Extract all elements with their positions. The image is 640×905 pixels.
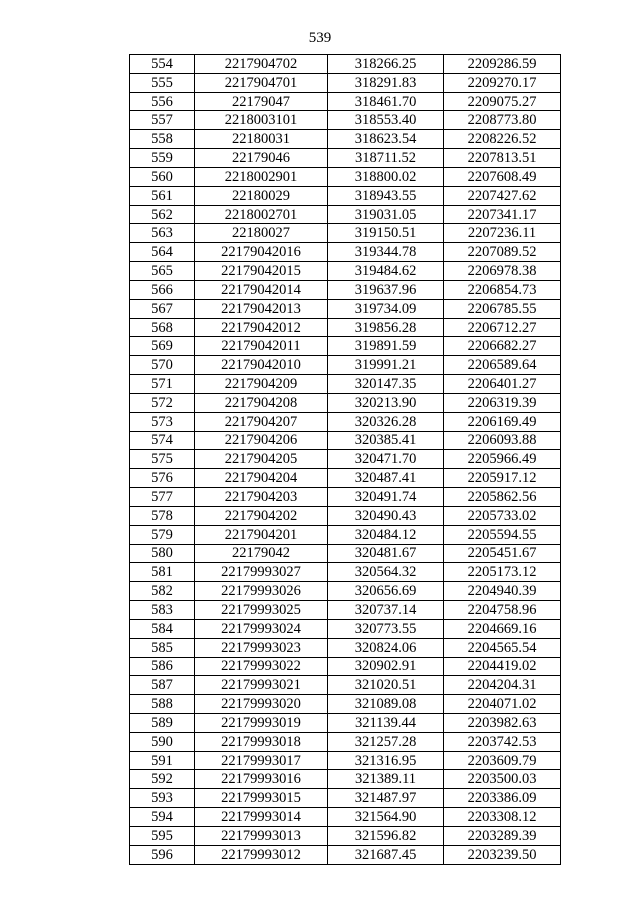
x-coordinate-cell: 318711.52 <box>328 149 444 168</box>
x-coordinate-cell: 321596.82 <box>328 826 444 845</box>
x-coordinate-cell: 319031.05 <box>328 205 444 224</box>
y-coordinate-cell: 2205862.56 <box>444 488 561 507</box>
x-coordinate-cell: 320326.28 <box>328 412 444 431</box>
table-row <box>130 393 561 412</box>
row-index-cell: 566 <box>130 280 195 299</box>
y-coordinate-cell: 2209286.59 <box>444 55 561 74</box>
y-coordinate-cell: 2208773.80 <box>444 111 561 130</box>
row-index-cell: 573 <box>130 412 195 431</box>
point-id-cell: 22179047 <box>195 92 328 111</box>
table-row <box>130 563 561 582</box>
y-coordinate-cell: 2203289.39 <box>444 826 561 845</box>
point-id-cell: 22179993027 <box>195 563 328 582</box>
table-row <box>130 111 561 130</box>
point-id-cell: 2217904209 <box>195 375 328 394</box>
row-index-cell: 588 <box>130 695 195 714</box>
row-index-cell: 590 <box>130 732 195 751</box>
y-coordinate-cell: 2206319.39 <box>444 393 561 412</box>
point-id-cell: 2217904206 <box>195 431 328 450</box>
row-index-cell: 555 <box>130 73 195 92</box>
y-coordinate-cell: 2206401.27 <box>444 375 561 394</box>
y-coordinate-cell: 2205173.12 <box>444 563 561 582</box>
coordinates-table <box>129 54 561 865</box>
table-row <box>130 262 561 281</box>
table-row <box>130 506 561 525</box>
row-index-cell: 583 <box>130 601 195 620</box>
point-id-cell: 22179042013 <box>195 299 328 318</box>
y-coordinate-cell: 2207341.17 <box>444 205 561 224</box>
y-coordinate-cell: 2207608.49 <box>444 167 561 186</box>
table-row <box>130 280 561 299</box>
x-coordinate-cell: 320484.12 <box>328 525 444 544</box>
row-index-cell: 582 <box>130 582 195 601</box>
row-index-cell: 557 <box>130 111 195 130</box>
row-index-cell: 572 <box>130 393 195 412</box>
point-id-cell: 22179042016 <box>195 243 328 262</box>
point-id-cell: 22179993015 <box>195 789 328 808</box>
table-row <box>130 73 561 92</box>
table-row <box>130 695 561 714</box>
point-id-cell: 22179993018 <box>195 732 328 751</box>
table-row <box>130 337 561 356</box>
table-row <box>130 826 561 845</box>
table-row <box>130 601 561 620</box>
point-id-cell: 22179042011 <box>195 337 328 356</box>
table-row <box>130 808 561 827</box>
row-index-cell: 577 <box>130 488 195 507</box>
y-coordinate-cell: 2206169.49 <box>444 412 561 431</box>
table-row <box>130 412 561 431</box>
y-coordinate-cell: 2204204.31 <box>444 676 561 695</box>
point-id-cell: 2218003101 <box>195 111 328 130</box>
table-row <box>130 676 561 695</box>
x-coordinate-cell: 321564.90 <box>328 808 444 827</box>
row-index-cell: 564 <box>130 243 195 262</box>
row-index-cell: 563 <box>130 224 195 243</box>
table-row <box>130 544 561 563</box>
row-index-cell: 595 <box>130 826 195 845</box>
point-id-cell: 2217904204 <box>195 469 328 488</box>
point-id-cell: 22179993012 <box>195 845 328 864</box>
table-row <box>130 224 561 243</box>
table-row <box>130 92 561 111</box>
x-coordinate-cell: 319856.28 <box>328 318 444 337</box>
x-coordinate-cell: 319891.59 <box>328 337 444 356</box>
y-coordinate-cell: 2205917.12 <box>444 469 561 488</box>
x-coordinate-cell: 320471.70 <box>328 450 444 469</box>
point-id-cell: 22180029 <box>195 186 328 205</box>
y-coordinate-cell: 2204940.39 <box>444 582 561 601</box>
point-id-cell: 2217904701 <box>195 73 328 92</box>
y-coordinate-cell: 2209270.17 <box>444 73 561 92</box>
row-index-cell: 567 <box>130 299 195 318</box>
point-id-cell: 22179993022 <box>195 657 328 676</box>
x-coordinate-cell: 318553.40 <box>328 111 444 130</box>
row-index-cell: 554 <box>130 55 195 74</box>
y-coordinate-cell: 2205451.67 <box>444 544 561 563</box>
y-coordinate-cell: 2207236.11 <box>444 224 561 243</box>
x-coordinate-cell: 320564.32 <box>328 563 444 582</box>
point-id-cell: 22179993017 <box>195 751 328 770</box>
x-coordinate-cell: 318943.55 <box>328 186 444 205</box>
table-row <box>130 582 561 601</box>
point-id-cell: 2217904205 <box>195 450 328 469</box>
x-coordinate-cell: 320147.35 <box>328 375 444 394</box>
table-row <box>130 713 561 732</box>
row-index-cell: 584 <box>130 619 195 638</box>
point-id-cell: 22179993026 <box>195 582 328 601</box>
row-index-cell: 565 <box>130 262 195 281</box>
row-index-cell: 580 <box>130 544 195 563</box>
row-index-cell: 562 <box>130 205 195 224</box>
table-row <box>130 130 561 149</box>
table-row <box>130 789 561 808</box>
x-coordinate-cell: 320824.06 <box>328 638 444 657</box>
x-coordinate-cell: 321257.28 <box>328 732 444 751</box>
point-id-cell: 22179993014 <box>195 808 328 827</box>
table-row <box>130 469 561 488</box>
table-row <box>130 55 561 74</box>
row-index-cell: 575 <box>130 450 195 469</box>
point-id-cell: 22179042015 <box>195 262 328 281</box>
y-coordinate-cell: 2206978.38 <box>444 262 561 281</box>
row-index-cell: 581 <box>130 563 195 582</box>
x-coordinate-cell: 319991.21 <box>328 356 444 375</box>
table-row <box>130 356 561 375</box>
x-coordinate-cell: 320656.69 <box>328 582 444 601</box>
row-index-cell: 560 <box>130 167 195 186</box>
point-id-cell: 22179042014 <box>195 280 328 299</box>
y-coordinate-cell: 2204419.02 <box>444 657 561 676</box>
row-index-cell: 561 <box>130 186 195 205</box>
x-coordinate-cell: 321687.45 <box>328 845 444 864</box>
point-id-cell: 2217904702 <box>195 55 328 74</box>
y-coordinate-cell: 2207089.52 <box>444 243 561 262</box>
x-coordinate-cell: 321389.11 <box>328 770 444 789</box>
y-coordinate-cell: 2203500.03 <box>444 770 561 789</box>
table-row <box>130 450 561 469</box>
table-row <box>130 299 561 318</box>
point-id-cell: 22179993013 <box>195 826 328 845</box>
table-row <box>130 431 561 450</box>
y-coordinate-cell: 2206712.27 <box>444 318 561 337</box>
table-row <box>130 186 561 205</box>
x-coordinate-cell: 320773.55 <box>328 619 444 638</box>
y-coordinate-cell: 2205594.55 <box>444 525 561 544</box>
y-coordinate-cell: 2204071.02 <box>444 695 561 714</box>
x-coordinate-cell: 321089.08 <box>328 695 444 714</box>
y-coordinate-cell: 2205733.02 <box>444 506 561 525</box>
table-body <box>130 55 561 865</box>
x-coordinate-cell: 319637.96 <box>328 280 444 299</box>
y-coordinate-cell: 2209075.27 <box>444 92 561 111</box>
y-coordinate-cell: 2203239.50 <box>444 845 561 864</box>
table-row <box>130 732 561 751</box>
x-coordinate-cell: 318461.70 <box>328 92 444 111</box>
row-index-cell: 579 <box>130 525 195 544</box>
row-index-cell: 594 <box>130 808 195 827</box>
table-row <box>130 657 561 676</box>
point-id-cell: 22179993016 <box>195 770 328 789</box>
row-index-cell: 578 <box>130 506 195 525</box>
y-coordinate-cell: 2207813.51 <box>444 149 561 168</box>
row-index-cell: 593 <box>130 789 195 808</box>
y-coordinate-cell: 2203742.53 <box>444 732 561 751</box>
row-index-cell: 571 <box>130 375 195 394</box>
x-coordinate-cell: 320481.67 <box>328 544 444 563</box>
row-index-cell: 576 <box>130 469 195 488</box>
x-coordinate-cell: 319150.51 <box>328 224 444 243</box>
point-id-cell: 22179046 <box>195 149 328 168</box>
row-index-cell: 569 <box>130 337 195 356</box>
x-coordinate-cell: 320385.41 <box>328 431 444 450</box>
point-id-cell: 2217904207 <box>195 412 328 431</box>
row-index-cell: 570 <box>130 356 195 375</box>
x-coordinate-cell: 319484.62 <box>328 262 444 281</box>
y-coordinate-cell: 2206682.27 <box>444 337 561 356</box>
table-row <box>130 318 561 337</box>
table-row <box>130 525 561 544</box>
x-coordinate-cell: 321316.95 <box>328 751 444 770</box>
row-index-cell: 558 <box>130 130 195 149</box>
y-coordinate-cell: 2203308.12 <box>444 808 561 827</box>
point-id-cell: 2218002901 <box>195 167 328 186</box>
point-id-cell: 2218002701 <box>195 205 328 224</box>
point-id-cell: 22179042 <box>195 544 328 563</box>
x-coordinate-cell: 320490.43 <box>328 506 444 525</box>
y-coordinate-cell: 2203982.63 <box>444 713 561 732</box>
x-coordinate-cell: 320487.41 <box>328 469 444 488</box>
table-row <box>130 149 561 168</box>
page-number: 539 <box>308 30 332 46</box>
row-index-cell: 596 <box>130 845 195 864</box>
table-row <box>130 619 561 638</box>
y-coordinate-cell: 2204758.96 <box>444 601 561 620</box>
y-coordinate-cell: 2206093.88 <box>444 431 561 450</box>
row-index-cell: 586 <box>130 657 195 676</box>
y-coordinate-cell: 2207427.62 <box>444 186 561 205</box>
x-coordinate-cell: 320902.91 <box>328 657 444 676</box>
y-coordinate-cell: 2204669.16 <box>444 619 561 638</box>
x-coordinate-cell: 321487.97 <box>328 789 444 808</box>
row-index-cell: 587 <box>130 676 195 695</box>
x-coordinate-cell: 318623.54 <box>328 130 444 149</box>
x-coordinate-cell: 320737.14 <box>328 601 444 620</box>
y-coordinate-cell: 2206589.64 <box>444 356 561 375</box>
y-coordinate-cell: 2203386.09 <box>444 789 561 808</box>
point-id-cell: 22179042012 <box>195 318 328 337</box>
point-id-cell: 22179042010 <box>195 356 328 375</box>
x-coordinate-cell: 318266.25 <box>328 55 444 74</box>
y-coordinate-cell: 2208226.52 <box>444 130 561 149</box>
x-coordinate-cell: 319734.09 <box>328 299 444 318</box>
point-id-cell: 2217904201 <box>195 525 328 544</box>
point-id-cell: 22179993023 <box>195 638 328 657</box>
x-coordinate-cell: 320491.74 <box>328 488 444 507</box>
point-id-cell: 2217904202 <box>195 506 328 525</box>
table-row <box>130 205 561 224</box>
row-index-cell: 591 <box>130 751 195 770</box>
row-index-cell: 568 <box>130 318 195 337</box>
x-coordinate-cell: 318291.83 <box>328 73 444 92</box>
table-row <box>130 751 561 770</box>
table-row <box>130 845 561 864</box>
point-id-cell: 22179993024 <box>195 619 328 638</box>
row-index-cell: 559 <box>130 149 195 168</box>
table-row <box>130 638 561 657</box>
x-coordinate-cell: 320213.90 <box>328 393 444 412</box>
row-index-cell: 556 <box>130 92 195 111</box>
y-coordinate-cell: 2204565.54 <box>444 638 561 657</box>
point-id-cell: 2217904203 <box>195 488 328 507</box>
point-id-cell: 22179993019 <box>195 713 328 732</box>
row-index-cell: 574 <box>130 431 195 450</box>
point-id-cell: 22179993025 <box>195 601 328 620</box>
y-coordinate-cell: 2206785.55 <box>444 299 561 318</box>
row-index-cell: 589 <box>130 713 195 732</box>
x-coordinate-cell: 319344.78 <box>328 243 444 262</box>
table-row <box>130 167 561 186</box>
x-coordinate-cell: 321139.44 <box>328 713 444 732</box>
y-coordinate-cell: 2203609.79 <box>444 751 561 770</box>
point-id-cell: 22179993020 <box>195 695 328 714</box>
x-coordinate-cell: 321020.51 <box>328 676 444 695</box>
table-row <box>130 488 561 507</box>
row-index-cell: 592 <box>130 770 195 789</box>
point-id-cell: 2217904208 <box>195 393 328 412</box>
row-index-cell: 585 <box>130 638 195 657</box>
point-id-cell: 22180031 <box>195 130 328 149</box>
table-row <box>130 375 561 394</box>
point-id-cell: 22180027 <box>195 224 328 243</box>
x-coordinate-cell: 318800.02 <box>328 167 444 186</box>
y-coordinate-cell: 2205966.49 <box>444 450 561 469</box>
y-coordinate-cell: 2206854.73 <box>444 280 561 299</box>
table-row <box>130 770 561 789</box>
table-row <box>130 243 561 262</box>
point-id-cell: 22179993021 <box>195 676 328 695</box>
